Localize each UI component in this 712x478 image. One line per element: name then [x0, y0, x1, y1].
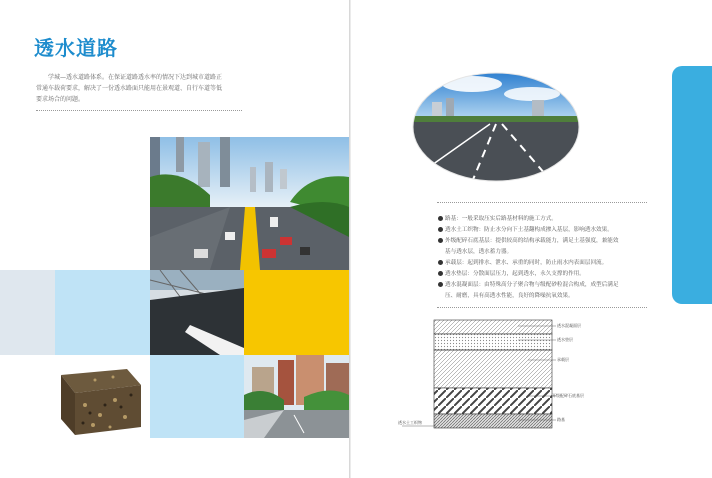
divider — [36, 110, 242, 111]
list-item: 透水土工织物：防止水分向下土基翻构成掺入基层，影响透水效果。 — [438, 225, 638, 236]
street-buildings-photo — [244, 355, 349, 438]
label-geotextile: 透水土工织物 — [398, 420, 422, 425]
lightblue-panel — [55, 270, 150, 355]
label-subbase-layer: 开级配碎石底基层 — [552, 393, 584, 398]
grey-panel — [0, 270, 55, 355]
intro-text: 学城—透水道路体系。在保证道路透水率的情况下达到城市道路正常通车载荷要求，解决了一份透水路面只能用在景观道、自行车道等低要求场合的问题。 — [36, 74, 223, 103]
intro-paragraph — [36, 72, 226, 105]
divider-bottom — [437, 307, 647, 308]
list-item: 基与透水层，透水蓄力器。 — [445, 249, 513, 255]
lightblue-panel-lower — [150, 355, 244, 438]
list-item: 压、耐磨，具有高透水性能，良好的降噪抗氧效果。 — [445, 293, 574, 299]
list-item: 透水混凝面层：由特殊高分子聚合物与级配砂粒混合构成，成型后满足 — [438, 280, 638, 291]
city-road-photo — [150, 137, 349, 270]
pavement-cross-section-diagram — [398, 318, 584, 430]
label-cushion-layer: 透水垫层 — [557, 337, 573, 342]
material-sample-photo — [55, 355, 150, 438]
list-item: 路基：一般采取压实后路基材料的施工方式。 — [438, 214, 638, 225]
yellow-panel — [244, 270, 349, 355]
section-tab[interactable] — [672, 66, 712, 304]
label-surface-layer: 透水混凝面层 — [557, 323, 581, 328]
label-bearing-layer: 承载层 — [557, 357, 569, 362]
list-item: 外级配碎石底基层：提供较高的结构承载能力，满足土基强度，兼能效 — [438, 236, 638, 247]
divider-top — [437, 202, 647, 203]
list-item: 承载层：起到排水、泄水、承重的同时，防止雨水内表面层回流。 — [438, 258, 638, 269]
porous-road-closeup-photo — [150, 270, 244, 355]
label-roadbed: 路基 — [557, 417, 565, 422]
list-item: 透水垫层：分散面层压力，起到透水，永久支撑的作用。 — [438, 269, 638, 280]
road-oval-photo — [412, 72, 580, 182]
layer-description-list — [438, 214, 638, 302]
page-title: 透水道路 — [34, 36, 118, 60]
